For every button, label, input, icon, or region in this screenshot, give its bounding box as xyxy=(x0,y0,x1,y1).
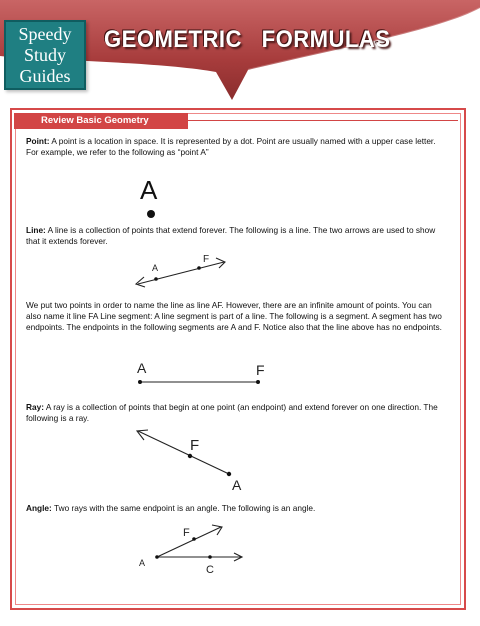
line-label-a: A xyxy=(152,263,159,273)
angle-label-a: A xyxy=(139,558,146,568)
ray-text: A ray is a collection of points that begin at one point (an endpoint) and extend forever on one direction. The following is a ray. xyxy=(26,402,438,423)
angle-paragraph xyxy=(26,503,446,514)
section-tab: Review Basic Geometry xyxy=(14,113,188,129)
ray-label-f: F xyxy=(190,437,200,454)
point-term: Point: xyxy=(26,136,50,146)
line-label-f: F xyxy=(203,254,210,265)
angle-label-f: F xyxy=(183,527,190,539)
line-term: Line: xyxy=(26,225,46,235)
segment-label-a: A xyxy=(137,360,147,376)
ray-term: Ray: xyxy=(26,402,44,412)
segment-label-f: F xyxy=(256,362,265,378)
angle-label-c: C xyxy=(206,564,214,576)
ray-label-a: A xyxy=(232,477,242,493)
line-text: A line is a collection of points that extend forever. The following is a line. The two arrows are used to show that it extends forever. xyxy=(26,225,436,246)
segment-figure xyxy=(138,380,260,384)
angle-text: Two rays with the same endpoint is an angle. The following is an angle. xyxy=(51,503,316,513)
page-title: GEOMETRIC FORMULAS xyxy=(104,26,391,53)
logo-line-2: Study xyxy=(23,45,66,65)
logo-line-3: Guides xyxy=(19,66,71,86)
angle-figure xyxy=(155,525,242,561)
angle-term: Angle: xyxy=(26,503,52,513)
logo-line-1: Speedy xyxy=(18,24,72,44)
segment-paragraph: We put two points in order to name the line as line AF. However, there are an infinite amount of points. You can also name it line FA Line segment: A line segment is part of a line. The following is a segment. A segment has two endpoints. The endpoints in the following segments are A and F. Notice also that the line above has no endpoints. xyxy=(26,300,442,332)
ray-paragraph xyxy=(26,402,446,424)
line-paragraph xyxy=(26,225,446,247)
point-text: A point is a location in space. It is represented by a dot. Point are usually named with a upper case letter. For example, we refer to the following as “point A” xyxy=(26,136,436,157)
point-dot xyxy=(147,210,155,218)
ray-figure xyxy=(137,430,231,476)
point-label-a: A xyxy=(140,175,158,205)
line-figure xyxy=(136,258,225,287)
